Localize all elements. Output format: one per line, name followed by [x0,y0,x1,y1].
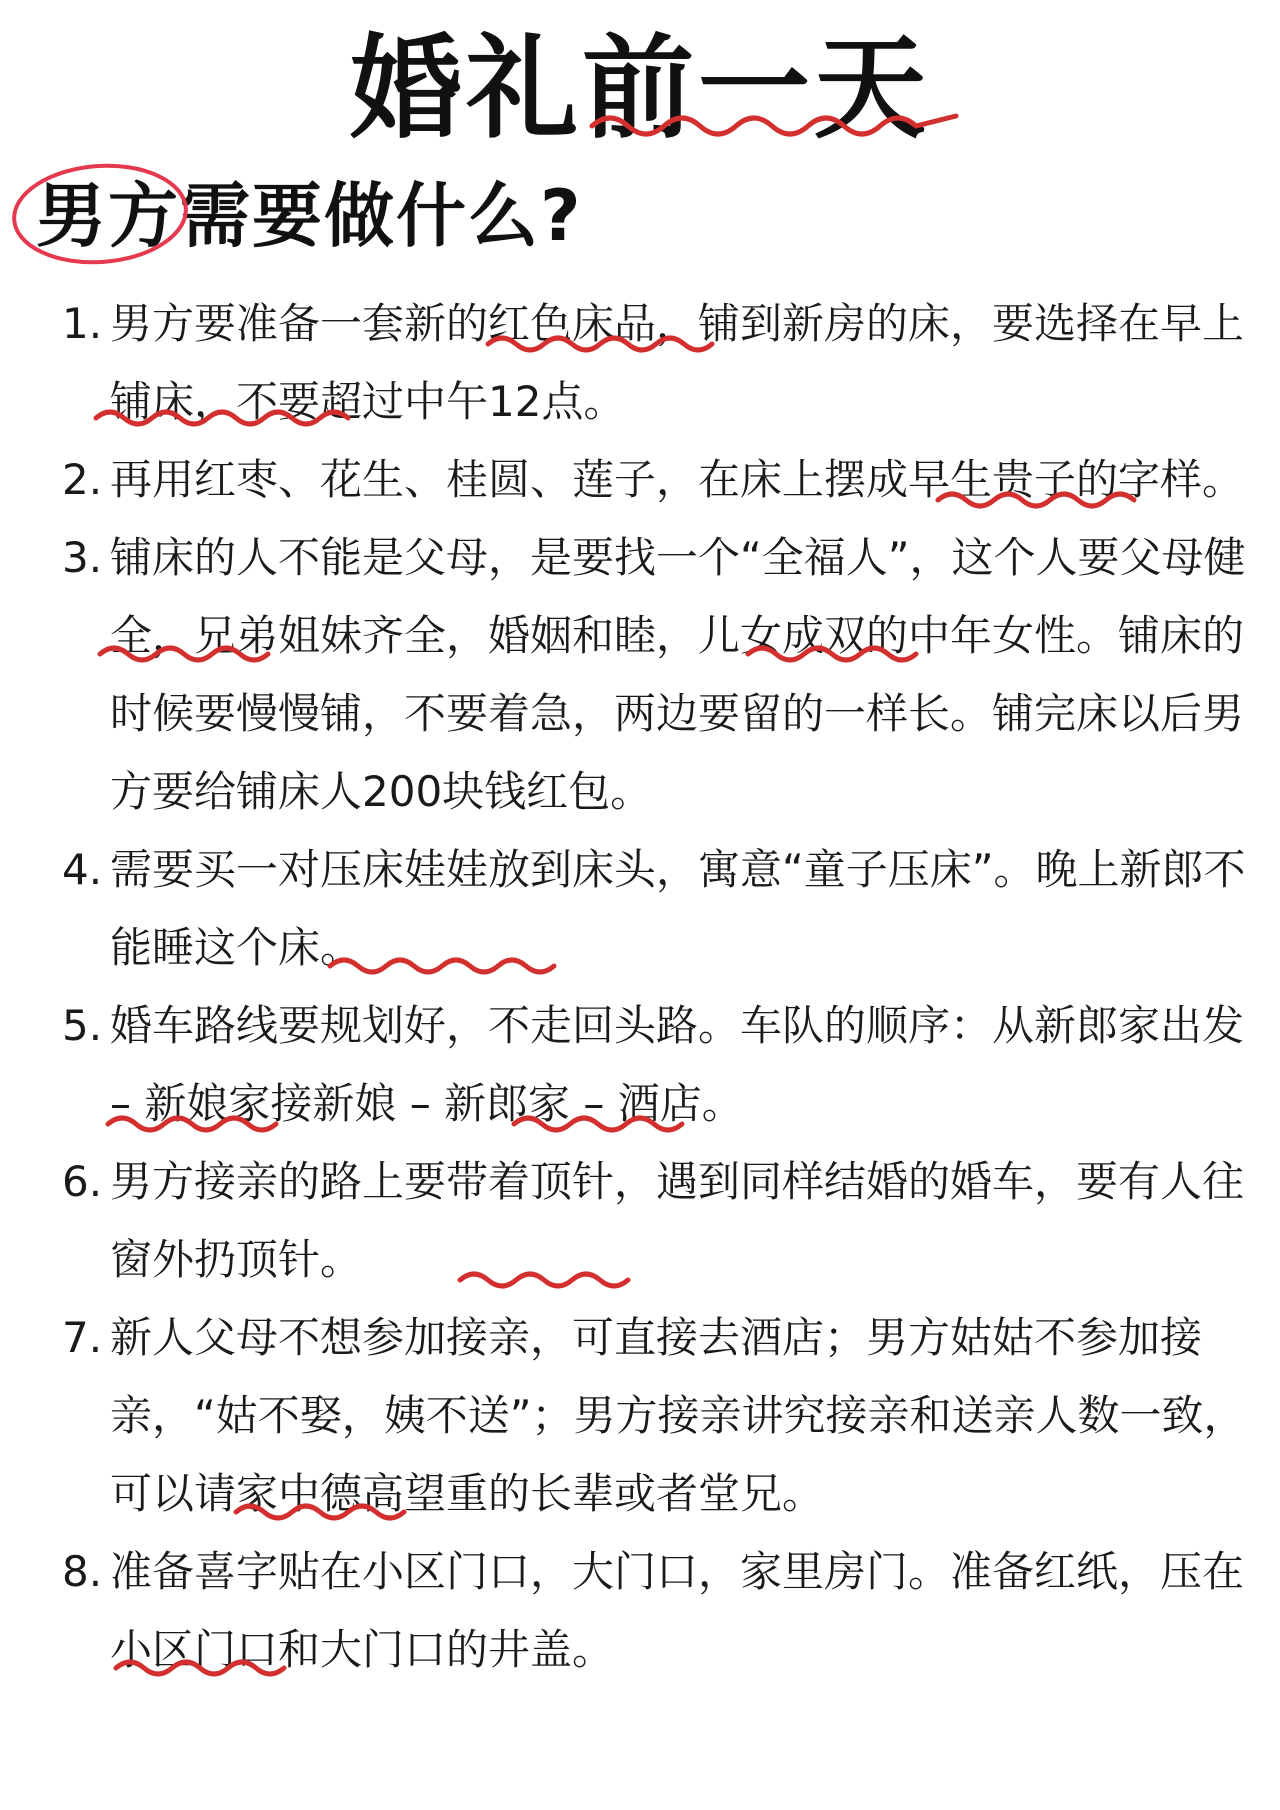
item-text: 男方接亲的路上要带着顶针，遇到同样结婚的婚车，要有人往窗外扔顶针。 [110,1157,1245,1284]
item-text: 男方要准备一套新的红色床品，铺到新房的床，要选择在早上铺床，不要超过中午12点。 [110,299,1245,426]
item-number: 8. [62,1547,103,1596]
item-number: 4. [62,845,103,894]
list-item [62,831,1262,987]
list-item [62,519,1262,831]
item-text: 再用红枣、花生、桂圆、莲子，在床上摆成早生贵子的字样。 [110,455,1245,504]
item-text: 准备喜字贴在小区门口，大门口，家里房门。准备红纸，压在小区门口和大门口的井盖。 [110,1547,1245,1674]
list-item [62,987,1262,1143]
item-text: 新人父母不想参加接亲，可直接去酒店；男方姑姑不参加接亲，“姑不娶，姨不送”；男方接亲讲究接亲和送亲人数一致，可以请家中德高望重的长辈或者堂兄。 [110,1313,1246,1518]
item-number: 2. [62,455,103,504]
item-text: 需要买一对压床娃娃放到床头，寓意“童子压床”。晚上新郎不能睡这个床。 [110,845,1246,972]
item-number: 5. [62,1001,103,1050]
item-number: 7. [62,1313,103,1362]
item-text: 婚车路线要规划好，不走回头路。车队的顺序：从新郎家出发 – 新娘家接新娘 – 新郎家 – 酒店。 [110,1001,1245,1128]
tips-list [62,285,1262,1689]
list-item [62,1143,1262,1299]
list-item [62,1533,1262,1689]
item-text: 铺床的人不能是父母，是要找一个“全福人”，这个人要父母健全，兄弟姐妹齐全，婚姻和睦，儿女成双的中年女性。铺床的时候要慢慢铺，不要着急，两边要留的一样长。铺完床以后男方要给铺床人200块钱红包。 [110,533,1246,816]
list-item [62,285,1262,441]
page-title: 婚礼前一天 [350,24,930,154]
list-item [62,441,1262,519]
page-subtitle: 男方需要做什么? [36,175,583,257]
item-number: 3. [62,533,103,582]
item-number: 1. [62,299,103,348]
list-item [62,1299,1262,1533]
item-number: 6. [62,1157,103,1206]
